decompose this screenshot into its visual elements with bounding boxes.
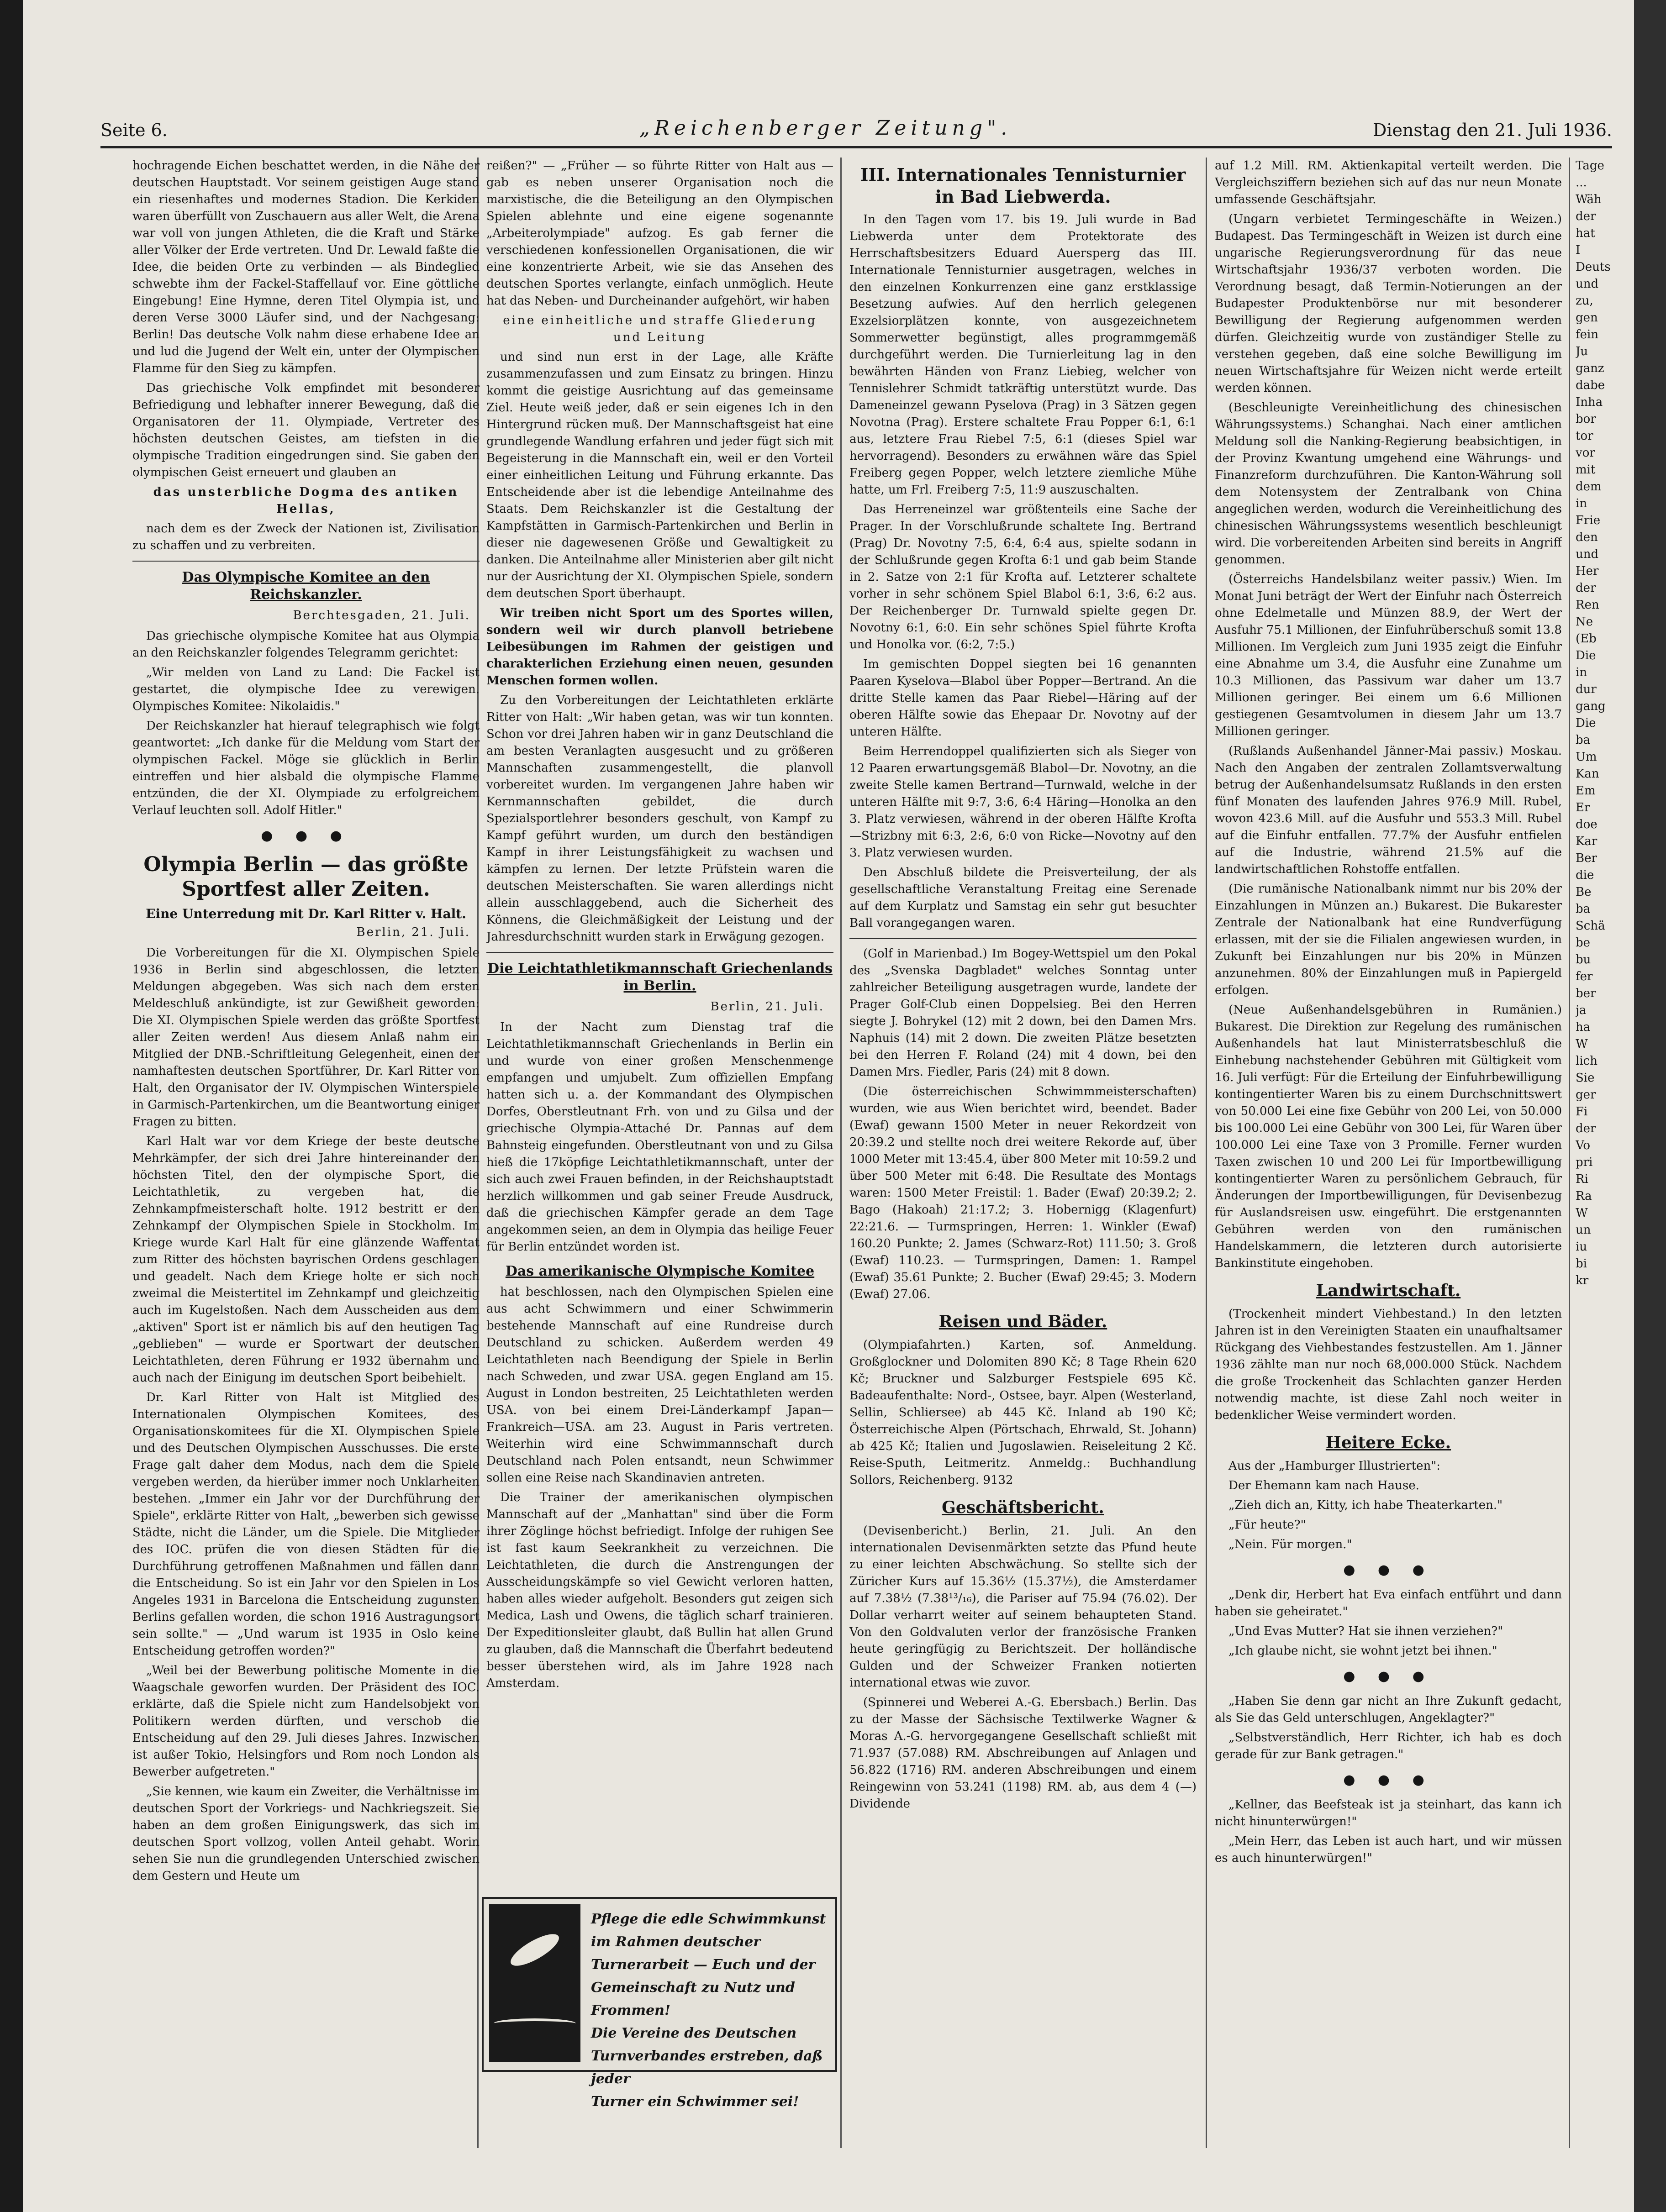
partial-line: kr: [1576, 1274, 1589, 1287]
section-heading: Geschäftsbericht.: [942, 1498, 1104, 1517]
article-paragraph: hat beschlossen, nach den Olympischen Spielen eine aus acht Schwimmern und einer Schwimmerin bestehende Mannschaft auf eine Rundreise durch Deutschland zu schicken. Außerdem werden 49 Leichtathleten nach Beendigung der Spiele in Berlin nach Schweden, und zwar USA. gegen England am 15. August in London bestreiten, 25 Leichtathleten werden USA. von bei einem Drei-Länderkampf Japan—Frankreich—USA. am 23. August in Paris vertreten. Weiterhin wird eine Schwimmannschaft durch Deutschland nach Polen entsandt, neun Schwimmer sollen eine Reise nach Skandinavien antreten.: [486, 1285, 833, 1485]
partial-line: Kan: [1576, 767, 1599, 781]
partial-line: Sie: [1576, 1071, 1595, 1085]
joke-line: „Ich glaube nicht, sie wohnt jetzt bei ihnen.": [1228, 1644, 1497, 1658]
article-paragraph: (Beschleunigte Vereinheitlichung des chinesischen Währungssystems.) Schanghai. Nach einer amtlichen Meldung soll die Nanking-Regierung beabsichtigen, in der Provinz Kwantung umgehend eine Währungs- und Finanzreform durchzuführen. Die Kanton-Währung soll dem Notensystem der Zentralbank von China angeglichen werden, wodurch die Vereinheitlichung des chinesischen Währungssystems wesentlich beschleunigt wird. Die vorbereitenden Arbeiten sind bereits in Angriff genommen.: [1215, 401, 1562, 567]
section-stars: ● ● ●: [1343, 1772, 1434, 1788]
ad-line: Pflege die edle Schwimmkunst: [591, 1911, 826, 1927]
swimmer-illustration: [489, 1904, 580, 2062]
article-paragraph: In der Nacht zum Dienstag traf die Leichtathletikmannschaft Griechenlands in Berlin ein und wurde von einer großen Menschenmenge empfangen und umjubelt. Zum offiziellen Empfang hatten sich u. a. der Kommandant des Olympischen Dorfes, Oberstleutnant Frh. von und zu Gilsa und der griechische Olympia-Attaché Dr. Pannas auf dem Bahnsteig eingefunden. Oberstleutnant von und zu Gilsa hieß die 17köpfige Leichtathletikmannschaft, unter der sich auch zwei Frauen befinden, in der Reichshauptstadt herzlich willkommen und gab seiner Freude Ausdruck, daß die griechischen Kämpfer gerade an dem Tage angekommen seien, an dem in Olympia das heilige Feuer für Berlin entzündet worden ist.: [486, 1020, 833, 1254]
ad-line: im Rahmen deutscher Turnerarbeit — Euch und der Gemeinschaft zu Nutz und Frommen!: [591, 1934, 816, 2018]
advertisement-text: [591, 1908, 828, 2113]
partial-line: Ra: [1576, 1189, 1592, 1203]
article-paragraph: Zu den Vorbereitungen der Leichtathleten erklärte Ritter von Halt: „Wir haben getan, was wir tun konnten. Schon vor drei Jahren haben wir in ganz Deutschland die am besten Veranlagten ausgesucht und zu größeren Mannschaften zusammengestellt, die planvoll vorbereitet wurden. Im vergangenen Jahre haben wir Kernmannschaften gebildet, die durch Spezialsportlehrer besonders geschult, von Kampf zu Kampf geführt wurden, um durch den beständigen Kampf in ihrer Leistungsfähigkeit zu wachsen und kämpfen zu lernen. Der letzte Prüfstein waren die deutschen Meisterschaften. Sie waren allerdings nicht allein ausschlaggebend, auch die Sicherheit des Könnens, die Gleichmäßigkeit der Leistung und der Jahresdurchschnitt wurden stark in Erwägung gezogen.: [486, 694, 833, 944]
article-paragraph: (Olympiafahrten.) Karten, sof. Anmeldung. Großglockner und Dolomiten 890 Kč; 8 Tage Rhein 620 Kč; Bruckner und Salzburger Festspiele 695 Kč. Badeaufenthalte: Nord-, Ostsee, bayr. Alpen (Westerland, Sellin, Schliersee) ab 445 Kč. Inland ab 190 Kč; Österreichische Alpen (Pörtschach, Ehrwald, St. Johann) ab 425 Kč; Italien und Jugoslawien. Reiseleitung 2 Kč. Reise-Sputh, Leitmeritz. Anmeldg.: Buchhandlung Sollors, Reichenberg. 9132: [849, 1338, 1197, 1487]
partial-line: dabe: [1576, 378, 1605, 392]
joke-line: „Mein Herr, das Leben ist auch hart, und wir müssen es auch hinunterwürgen!": [1215, 1834, 1562, 1865]
article-subheading: Eine Unterredung mit Dr. Karl Ritter v. Halt.: [146, 906, 466, 921]
joke-line: Aus der „Hamburger Illustrierten":: [1228, 1459, 1440, 1473]
joke-line: „Denk dir, Herbert hat Eva einfach entführt und dann haben sie geheiratet.": [1215, 1588, 1562, 1618]
partial-line: ha: [1576, 1020, 1591, 1034]
article-emphasis: eine einheitliche und straffe Gliederung und Leitung: [503, 314, 817, 344]
partial-line: vor: [1576, 446, 1595, 460]
article-paragraph: Beim Herrendoppel qualifizierten sich als Sieger von 12 Paaren erwartungsgemäß Blabol—Dr. Novotny, an die zweite Stelle kamen Bertrand—Turnwald, welche in der unteren Hälfte mit 9:7, 3:6, 6:4 Häring—Honolka an den 3. Platz verwiesen, während in der oberen Hälfte Krofta—Strizbny mit 6:3, 2:6, 6:0 von Ricke—Novotny auf den 3. Platz verwiesen wurden.: [849, 745, 1197, 860]
partial-line: Em: [1576, 784, 1596, 798]
article-paragraph: Karl Halt war vor dem Kriege der beste deutsche Mehrkämpfer, der sich drei Jahre hintereinander den höchsten Titel, den der olympische Sport, die Leichtathletik, zu vergeben hat, die Zehnkampfmeisterschaft holte. 1912 bestritt er den Zehnkampf der Olympischen Spiele in Stockholm. Im Kriege wurde Karl Halt für eine glänzende Waffentat zum Ritter des höchsten bayrischen Ordens geschlagen und geadelt. Nach dem Kriege holte er sich noch zweimal die Meistertitel im Zehnkampf und gleichzeitig auch im Kugelstoßen. Nach dem Ausscheiden aus dem „aktiven" Sport ist er nämlich bis auf den heutigen Tag „geblieben" — wurde er Sportwart der deutschen Leichtathleten, deren Führung er 1932 übernahm und auch nach der Einigung im deutschen Sport beibehielt.: [132, 1135, 480, 1385]
article-paragraph: „Weil bei der Bewerbung politische Momente in die Waagschale geworfen wurden. Der Präsident des IOC. erklärte, daß die Spiele nicht zum Handelsobjekt von Politikern werden dürften, und verschob die Entscheidung auf den 29. Juli dieses Jahres. Inzwischen ist außer Tokio, Helsingfors und Rom noch London als Bewerber aufgetreten.": [132, 1664, 480, 1779]
swimming-advertisement: [482, 1897, 837, 2110]
joke-line: „Nein. Für morgen.": [1228, 1538, 1352, 1551]
partial-line: dem: [1576, 480, 1602, 494]
partial-line: Ju: [1576, 345, 1588, 358]
article-paragraph: (Spinnerei und Weberei A.-G. Ebersbach.) Berlin. Das zu der Masse der Sächsische Textilwerke Wagner & Moras A.-G. hervorgegangene Gesellschaft schließt mit 71.937 (57.088) RM. Abschreibungen auf Anlagen und 56.822 (1716) RM. anderen Abschreibungen und einem Reingewinn von 53.241 (1198) RM. ab, aus dem 4 (—) Dividende: [849, 1696, 1197, 1811]
partial-line: lich: [1576, 1054, 1597, 1068]
article-paragraph: Das griechische Volk empfindet mit besonderer Befriedigung und lebhafter innerer Bewegung, daß die Organisatoren der 11. Olympiade, Vertreter des höchsten deutschen Geistes, am tiefsten in die olympische Tradition eingedrungen sind. Sie gaben den olympischen Geist erneuert und glauben an: [132, 381, 480, 479]
article-paragraph: (Ungarn verbietet Termingeschäfte in Weizen.) Budapest. Das Termingeschäft in Weizen ist durch eine ungarische Regierungsverordnung für das neue Wirtschaftsjahr 1936/37 verboten worden. Die Verordnung besagt, daß Termin-Notierungen an der Budapester Produktenbörse nur mit besonderer Bewilligung der Regierung aufgenommen werden dürfen. Gleichzeitig wurde von zuständiger Stelle zu verstehen gegeben, daß eine solche Bewilligung im neuen Wirtschaftsjahre für Weizen nicht werde erteilt werden können.: [1215, 212, 1562, 395]
partial-line: der: [1576, 1122, 1596, 1135]
partial-line: ...: [1576, 176, 1587, 189]
joke-line: „Haben Sie denn gar nicht an Ihre Zukunft gedacht, als Sie das Geld unterschlugen, Angeklagter?": [1215, 1694, 1562, 1725]
article-paragraph: Das Herreneinzel war größtenteils eine Sache der Prager. In der Vorschlußrunde schaltete Ing. Bertrand (Prag) Dr. Novotny 7:5, 6:4, 6:4 aus, spielte sodann in der Schlußrunde gegen Krofta 6:1 und gab beim Stande in 2. Satze von 2:1 für Krofta auf. Letzterer schaltete vorher in sehr schönem Spiel Blabol 6:1, 3:6, 6:2 aus. Der Reichenberger Dr. Turnwald spielte gegen Dr. Novotny 6:1, 6:0. Ein sehr schönes Spiel führte Krofta und Honolka vor. (6:2, 7:5.): [849, 503, 1197, 652]
partial-line: Vo: [1576, 1139, 1591, 1152]
dateline: Berchtesgaden, 21. Juli.: [293, 609, 470, 622]
column-1: [132, 158, 480, 2148]
joke-line: Der Ehemann kam nach Hause.: [1228, 1479, 1419, 1492]
partial-line: W: [1576, 1037, 1588, 1051]
partial-line: Er: [1576, 801, 1590, 814]
column-rule: [1569, 158, 1570, 2148]
article-heading: Das amerikanische Olympische Komitee: [505, 1263, 815, 1279]
partial-line: Die: [1576, 716, 1596, 730]
article-bold-paragraph: Wir treiben nicht Sport um des Sportes willen, sondern weil wir durch planvoll betriebene Leibesübungen im Rahmen der geistigen und charakterlichen Erziehung einen neuen, gesunden Menschen formen wollen.: [486, 606, 833, 688]
swimmer-figure: [506, 1928, 563, 1972]
article-paragraph: (Golf in Marienbad.) Im Bogey-Wettspiel um den Pokal des „Svenska Dagbladet" welches Sonntag unter zahlreicher Beteiligung ausgetragen wurde, landete der Prager Golf-Club einen Doppelsieg. Bei den Herren siegte J. Bohrykel (12) mit 2 down, bei den Damen Mrs. Naphuis (14) mit 2 down. Die zweiten Plätze besetzten bei den Herren F. Roland (24) mit 4 down, bei den Damen Mrs. Fiedler, Paris (24) mit 8 down.: [849, 947, 1197, 1079]
column-4: [1215, 158, 1562, 2148]
section-stars: ● ● ●: [1343, 1562, 1434, 1578]
issue-date: Dienstag den 21. Juli 1936.: [1372, 120, 1612, 140]
partial-line: in: [1576, 497, 1587, 510]
section-stars: ● ● ●: [261, 828, 351, 844]
article-heading: Die Leichtathletikmannschaft Griechenlands in Berlin.: [487, 961, 833, 994]
article-paragraph: (Devisenbericht.) Berlin, 21. Juli. An den internationalen Devisenmärkten setzte das Pfund heute zu einer leichten Abschwächung. So stellte sich der Züricher Kurs auf 15.36½ (15.37½), die Amsterdamer auf 7.38½ (7.38¹³/₁₆), die Pariser auf 75.94 (76.02). Der Dollar verharrt weiter auf seinem behaupteten Stand. Von den Goldvaluten verlor der französische Franken heute geringfügig zu Berichtszeit. Der holländische Gulden und der Schweizer Franken notierten international etwas wie zuvor.: [849, 1524, 1197, 1690]
column-5-partial: [1576, 158, 1612, 2148]
partial-line: bor: [1576, 412, 1596, 426]
article-paragraph: nach dem es der Zweck der Nationen ist, Zivilisation zu schaffen und zu verbreiten.: [132, 522, 480, 552]
header-rule: [100, 146, 1612, 148]
article-paragraph: „Sie kennen, wie kaum ein Zweiter, die Verhältnisse im deutschen Sport der Vorkriegs- und Nachkriegszeit. Sie haben an dem großen Einigungswerk, das sich im deutschen Sport vollzog, vollen Anteil gehabt. Worin sehen Sie nun die grundlegenden Unterschied zwischen dem Gestern und Heute um: [132, 1785, 480, 1883]
partial-line: ganz: [1576, 362, 1604, 375]
page-header: [100, 116, 1612, 148]
article-paragraph: und sind nun erst in der Lage, alle Kräfte zusammenzufassen und zum Einsatz zu bringen. Hinzu kommt die geistige Ausrichtung auf das gemeinsame Ziel. Heute weiß jeder, daß er sein eigenes Ich in den Hintergrund rücken muß. Der Mannschaftsgeist hat eine grundlegende Wandlung erfahren und jeder fügt sich mit Begeisterung in die Mannschaft ein, weil er den Vorteil einer einheitlichen Leitung und Führung erkannte. Das Entscheidende aber ist die lebendige Anteilnahme des Staats. Dem Reichskanzler ist die Gestaltung der Kampfstätten in Garmisch-Partenkirchen und Berlin in dieser nie dagewesenen Größe und Gewaltigkeit zu danken. Die Anteilnahme aller Ministerien aber gilt nicht nur der Ausrichtung der XI. Olympischen Spiele, sondern dem deutschen Sport überhaupt.: [486, 350, 833, 600]
partial-line: fein: [1576, 328, 1599, 342]
dateline: Berlin, 21. Juli.: [356, 925, 470, 939]
partial-line: der: [1576, 210, 1596, 223]
article-paragraph: Im gemischten Doppel siegten bei 16 genannten Paaren Kyselova—Blabol über Popper—Bertrand. An die dritte Stelle kamen das Paar Riebel—Häring auf der oberen Hälfte sowie das Ehepaar Dr. Novotny auf der unteren Hälfte.: [849, 657, 1197, 739]
partial-line: gang: [1576, 699, 1606, 713]
partial-line: die: [1576, 868, 1594, 882]
joke-line: „Kellner, das Beefsteak ist ja steinhart, das kann ich nicht hinunterwürgen!": [1215, 1798, 1562, 1828]
article-paragraph: Das griechische olympische Komitee hat aus Olympia an den Reichskanzler folgendes Telegramm gerichtet:: [132, 629, 480, 660]
partial-line: Ren: [1576, 598, 1599, 612]
article-paragraph: (Die rumänische Nationalbank nimmt nur bis 20% der Einzahlungen in Münzen an.) Bukarest. Die Bukarester Zentrale der Nationalbank hat eine Rundverfügung erlassen, mit der sie die Filialen angewiesen wurden, in Zukunft bei Einzahlungen nur bis 20% in Münzen anzunehmen. 80% der Einzahlungen muß in Papiergeld erfolgen.: [1215, 882, 1562, 997]
partial-line: Tage: [1576, 159, 1604, 173]
partial-line: und: [1576, 277, 1599, 291]
article-headline: III. Internationales Tennisturnier in Bad Liebwerda.: [860, 164, 1186, 207]
joke-line: „Zieh dich an, Kitty, ich habe Theaterkarten.": [1228, 1498, 1503, 1512]
article-emphasis: das unsterbliche Dogma des antiken Hellas,: [153, 485, 459, 516]
column-2: [486, 158, 833, 1892]
partial-line: tor: [1576, 429, 1593, 443]
scan-edge-right: [1634, 0, 1666, 2212]
article-paragraph: In den Tagen vom 17. bis 19. Juli wurde in Bad Liebwerda unter dem Protektorate des Herrschaftsbesitzers Eduard Auersperg das III. Internationale Tennisturnier ausgetragen, welches in den einzelnen Konkurrenzen eine ganz erstklassige Besetzung aufwies. Auf den herrlich gelegenen Exzelsiorplätzen konnte, von ausgezeichnetem Sommerwetter begünstigt, alles programmgemäß durchgeführt werden. Die Turnierleitung lag in den bewährten Händen von Franz Liebieg, welcher von Tennislehrer Schmidt tatkräftig unterstützt wurde. Das Dameneinzel gewann Pyselova (Prag) in 3 Sätzen gegen Novotna (Prag). Erstere schaltete Frau Popper 6:1, 6:1 aus, letztere Frau Riebel 7:5, 6:1 (dieses Spiel war hervorragend). Besonders zu erwähnen wäre das Spiel Freiberg gegen Popper, welch letztere ziemliche Mühe hatte, um Frl. Freiberg 7:5, 11:9 auszuschalten.: [849, 213, 1197, 497]
partial-line: Fi: [1576, 1105, 1588, 1119]
partial-line: un: [1576, 1223, 1591, 1237]
partial-line: (Eb: [1576, 632, 1597, 646]
partial-line: Um: [1576, 750, 1597, 764]
partial-line: Ber: [1576, 851, 1597, 865]
joke-line: „Selbstverständlich, Herr Richter, ich hab es doch gerade für zur Bank getragen.": [1215, 1731, 1562, 1761]
ad-line: Turner ein Schwimmer sei!: [591, 2094, 799, 2110]
partial-line: ger: [1576, 1088, 1596, 1102]
partial-line: Deuts: [1576, 260, 1611, 274]
section-stars: ● ● ●: [1343, 1668, 1434, 1684]
article-paragraph: Die Vorbereitungen für die XI. Olympischen Spiele 1936 in Berlin sind abgeschlossen, die letzten Meldungen abgegeben. Was sich nach dem ersten Meldeschluß ankündigte, ist zur Gewißheit geworden: Die XI. Olympischen Spiele werden das größte Sportfest aller Zeiten werden! Aus diesem Anlaß nahm ein Mitglied der DNB.-Schriftleitung Gelegenheit, einen der namhaftesten deutschen Sportführer, Dr. Karl Ritter von Halt, den Organisator der IV. Olympischen Winterspiele in Garmisch-Partenkirchen, um die Beantwortung einiger Fragen zu bitten.: [132, 946, 480, 1129]
article-paragraph: Die Trainer der amerikanischen olympischen Mannschaft auf der „Manhattan" sind über die Form ihrer Zöglinge höchst befriedigt. Infolge der ruhigen See ist fast kaum Seekrankheit zu verzeichnen. Die Leichtathleten, die durch die Anstrengungen der Ausscheidungskämpfe so viel Gewicht verloren hatten, haben alles wieder aufgeholt. Besonders gut zeigen sich Medica, Lash und Owens, die täglich scharf trainieren. Der Expeditionsleiter glaubt, daß Bullin hat allen Grund zu glauben, daß die Mannschaft die Überfahrt bedeutend besser überstehen wird, als im Jahre 1928 nach Amsterdam.: [486, 1491, 833, 1690]
partial-line: und: [1576, 547, 1599, 561]
newspaper-title: „Reichenberger Zeitung".: [639, 116, 1012, 140]
article-separator: [849, 938, 1197, 939]
partial-line: gen: [1576, 311, 1598, 325]
article-paragraph: (Trockenheit mindert Viehbestand.) In den letzten Jahren ist in den Vereinigten Staaten ein unaufhaltsamer Rückgang des Viehbestandes festzustellen. Am 1. Jänner 1936 zählte man nur noch 68,000.000 Stück. Nachdem die große Trockenheit das Schlachten ganzer Herden notwendig machte, ist diese Zahl noch weiter in bedenklicher Weise vermindert worden.: [1215, 1307, 1562, 1422]
article-paragraph: reißen?" — „Früher — so führte Ritter von Halt aus — gab es neben unserer Organisation noch die marxistische, die die Beteiligung an den Olympischen Spielen ablehnte und eine eigene sogenannte „Arbeiterolympiade" aufzog. Es gab ferner die verschiedenen konfessionellen Organisationen, die wir eine konzentrierte Arbeit, wie sie das Ansehen des deutschen Sportes verlangte, einfach unmöglich. Heute hat das Neben- und Durcheinander aufgehört, wir haben: [486, 159, 833, 308]
ad-line: Die Vereine des Deutschen Turnverbandes erstreben, daß jeder: [591, 2025, 823, 2087]
partial-line: doe: [1576, 818, 1597, 831]
partial-line: Ne: [1576, 615, 1593, 629]
partial-line: Kar: [1576, 835, 1597, 848]
water-wave: [494, 2018, 576, 2028]
article-paragraph: (Rußlands Außenhandel Jänner-Mai passiv.) Moskau. Nach den Angaben der zentralen Zollamtsverwaltung betrug der Außenhandelsumsatz Rußlands in den ersten fünf Monaten des laufenden Jahres 976.9 Mill. Rubel, wovon 423.6 Mill. auf die Ausfuhr und 553.3 Mill. Rubel auf die Einfuhr entfallen. 77.7% der Ausfuhr entfielen auf die Industrie, während 21.5% auf die landwirtschaftlichen Rohstoffe entfallen.: [1215, 744, 1562, 876]
article-paragraph: hochragende Eichen beschattet werden, in die Nähe der deutschen Hauptstadt. Vor seinem geistigen Auge stand ein riesenhaftes und modernes Stadion. Die Kerkiden waren überfüllt von Zuschauern aus aller Welt, die Arena war voll von jungen Athleten, die die Kraft und Stärke aller Völker der Erde vertreten. Und Dr. Lewald faßte die Idee, die beiden Orte zu verbinden — als Bindeglied schwebte ihm der Fackel-Staffellauf vor. Eine göttliche Eingebung! Eine Hymne, deren Titel Olympia ist, und deren Verse 3000 Läufer sind, und der Nachgesang: Berlin! Das deutsche Volk nahm diese erhabene Idee an und lud die Jugend der Welt ein, unter der Olympischen Flamme für den Sieg zu kämpfen.: [132, 159, 480, 375]
partial-line: in: [1576, 666, 1587, 679]
partial-line: dur: [1576, 683, 1597, 696]
partial-line: ba: [1576, 733, 1591, 747]
partial-line: Schä: [1576, 919, 1605, 933]
article-paragraph: „Wir melden von Land zu Land: Die Fackel ist gestartet, die olympische Idee zu verewigen. Olympisches Komitee: Nikolaidis.": [132, 666, 480, 713]
partial-line: Ri: [1576, 1172, 1588, 1186]
partial-line: be: [1576, 936, 1591, 950]
partial-line: Be: [1576, 885, 1592, 899]
article-headline: Olympia Berlin — das größte Sportfest aller Zeiten.: [143, 853, 469, 901]
partial-line: mit: [1576, 463, 1596, 477]
partial-line: ba: [1576, 902, 1591, 916]
article-heading: Das Olympische Komitee an den Reichskanzler.: [182, 569, 430, 603]
partial-line: Her: [1576, 564, 1599, 578]
section-heading: Landwirtschaft.: [1316, 1281, 1461, 1300]
partial-line: Die: [1576, 649, 1596, 662]
column-rule: [840, 158, 842, 2148]
dateline: Berlin, 21. Juli.: [710, 1000, 824, 1014]
partial-line: Inha: [1576, 395, 1603, 409]
section-heading: Reisen und Bäder.: [938, 1312, 1107, 1331]
article-separator: [132, 561, 480, 562]
column-3: [849, 158, 1197, 2148]
partial-line: W: [1576, 1206, 1588, 1220]
partial-line: fer: [1576, 970, 1593, 983]
article-paragraph: auf 1.2 Mill. RM. Aktienkapital verteilt werden. Die Vergleichsziffern beziehen sich auf das nur neun Monate umfassende Geschäftsjahr.: [1215, 159, 1562, 206]
article-paragraph: Dr. Karl Ritter von Halt ist Mitglied des Internationalen Olympischen Komitees, des Organisationskomitees für die XI. Olympischen Spiele und des Deutschen Olympischen Ausschusses. Die erste Frage galt daher dem Modus, nach dem die Spiele vergeben werden, da hierüber immer noch Unklarheiten bestehen. „Immer ein Jahr vor der Durchführung der Spiele", erklärte Ritter von Halt, „bewerben sich gewisse Städte, nicht die Länder, um die Spiele. Die Mitglieder des IOC. prüfen die von diesen Städten für die Durchführung getroffenen Maßnahmen und fällen dann die Entscheidung. So ist ein Jahr vor den Spielen in Los Angeles 1931 in Barcelona die Entscheidung zugunsten Berlins gefallen worden, die schon 1916 Austragungsort sein sollte." — „Und warum ist 1935 in Oslo keine Entscheidung getroffen worden?": [132, 1391, 480, 1658]
article-separator: [486, 952, 833, 953]
partial-line: zu,: [1576, 294, 1593, 308]
section-heading: Heitere Ecke.: [1325, 1433, 1451, 1452]
article-paragraph: (Neue Außenhandelsgebühren in Rumänien.) Bukarest. Die Direktion zur Regelung des rumänischen Außenhandels hat laut Ministerratsbeschluß die Einhebung nachstehender Gebühren mit Gültigkeit vom 16. Juli verfügt: Für die Erteilung der Einfuhrbewilligung kontingentierter Waren bis zu einem Durchschnittswert von 50.000 Lei eine fixe Gebühr von 200 Lei, von 50.000 bis 100.000 Lei eine Gebühr von 300 Lei, für Waren über 100.000 Lei eine Taxe von 3 Promille. Ferner wurden Taxen zwischen 10 und 200 Lei für Importbewilligung kontingentierter Waren zu persönlichem Gebrauch, für Änderungen der Importbewilligungen, für Devisenbezug für Auslandsreisen usw. eingeführt. Die erstgenannten Gebühren werden von den rumänischen Handelskammern, die letzteren durch autorisierte Bankinstitute eingehoben.: [1215, 1003, 1562, 1270]
article-paragraph: Den Abschluß bildete die Preisverteilung, der als gesellschaftliche Veranstaltung Freitag eine Serenade auf dem Kurplatz und Samstag ein sehr gut besuchter Ball vorangegangen waren.: [849, 866, 1197, 930]
article-paragraph: (Die österreichischen Schwimmmeisterschaften) wurden, wie aus Wien berichtet wird, beendet. Bader (Ewaf) gewann 1500 Meter in neuer Rekordzeit von 20:39.2 und stellte noch drei weitere Rekorde auf, über 1000 Meter mit 13:45.4, über 800 Meter mit 10:59.2 und über 500 Meter mit 6:48. Die Resultate des Montags waren: 1500 Meter Freistil: 1. Bader (Ewaf) 20:39.2; 2. Bago (Hakoah) 21:17.2; 3. Hobernigg (Klagenfurt) 22:21.6. — Turmspringen, Herren: 1. Winkler (Ewaf) 160.20 Punkte; 2. James (Schwarz-Rot) 111.50; 3. Groß (Ewaf) 110.23. — Turmspringen, Damen: 1. Rampel (Ewaf) 35.61 Punkte; 2. Bucher (Ewaf) 29:45; 3. Modern (Ewaf) 27.06.: [849, 1085, 1197, 1301]
partial-line: Wäh: [1576, 193, 1602, 206]
partial-line: pri: [1576, 1156, 1593, 1169]
partial-line: bu: [1576, 953, 1591, 967]
article-paragraph: (Österreichs Handelsbilanz weiter passiv.) Wien. Im Monat Juni beträgt der Wert der Einfuhr nach Österreich ohne Edelmetalle und Münzen 88.9, der Wert der Ausfuhr 75.1 Millionen, der Einfuhrüberschuß somit 13.8 Millionen. Im Vergleich zum Juni 1935 zeigt die Einfuhr eine Abnahme um 3.4, die Ausfuhr eine Zunahme um 10.3 Millionen, das Passivum war daher um 13.7 Millionen geringer. Bei einem um 6.6 Millionen gestiegenen Gesamtvolumen in diesem Jahr um 13.7 Millionen geringer.: [1215, 573, 1562, 738]
partial-line: ja: [1576, 1004, 1587, 1017]
joke-line: „Für heute?": [1228, 1518, 1306, 1532]
partial-line: der: [1576, 581, 1596, 595]
partial-line: den: [1576, 531, 1598, 544]
joke-line: „Und Evas Mutter? Hat sie ihnen verziehen?": [1228, 1624, 1503, 1638]
partial-line: iu: [1576, 1240, 1587, 1254]
article-paragraph: Der Reichskanzler hat hierauf telegraphisch wie folgt geantwortet: „Ich danke für die Meldung vom Start der olympischen Fackel. Möge sie glücklich in Berlin eintreffen und hier alsbald die olympische Flamme entzünden, die der XI. Olympiade zu erfolgreichem Verlauf leuchten soll. Adolf Hitler.": [132, 719, 480, 817]
partial-line: hat: [1576, 226, 1595, 240]
column-rule: [1206, 158, 1207, 2148]
partial-line: bi: [1576, 1257, 1587, 1271]
partial-line: I: [1576, 243, 1581, 257]
partial-line: ber: [1576, 987, 1596, 1000]
scan-edge-left: [0, 0, 23, 2212]
partial-line: Frie: [1576, 514, 1601, 527]
page-number: Seite 6.: [100, 120, 168, 140]
